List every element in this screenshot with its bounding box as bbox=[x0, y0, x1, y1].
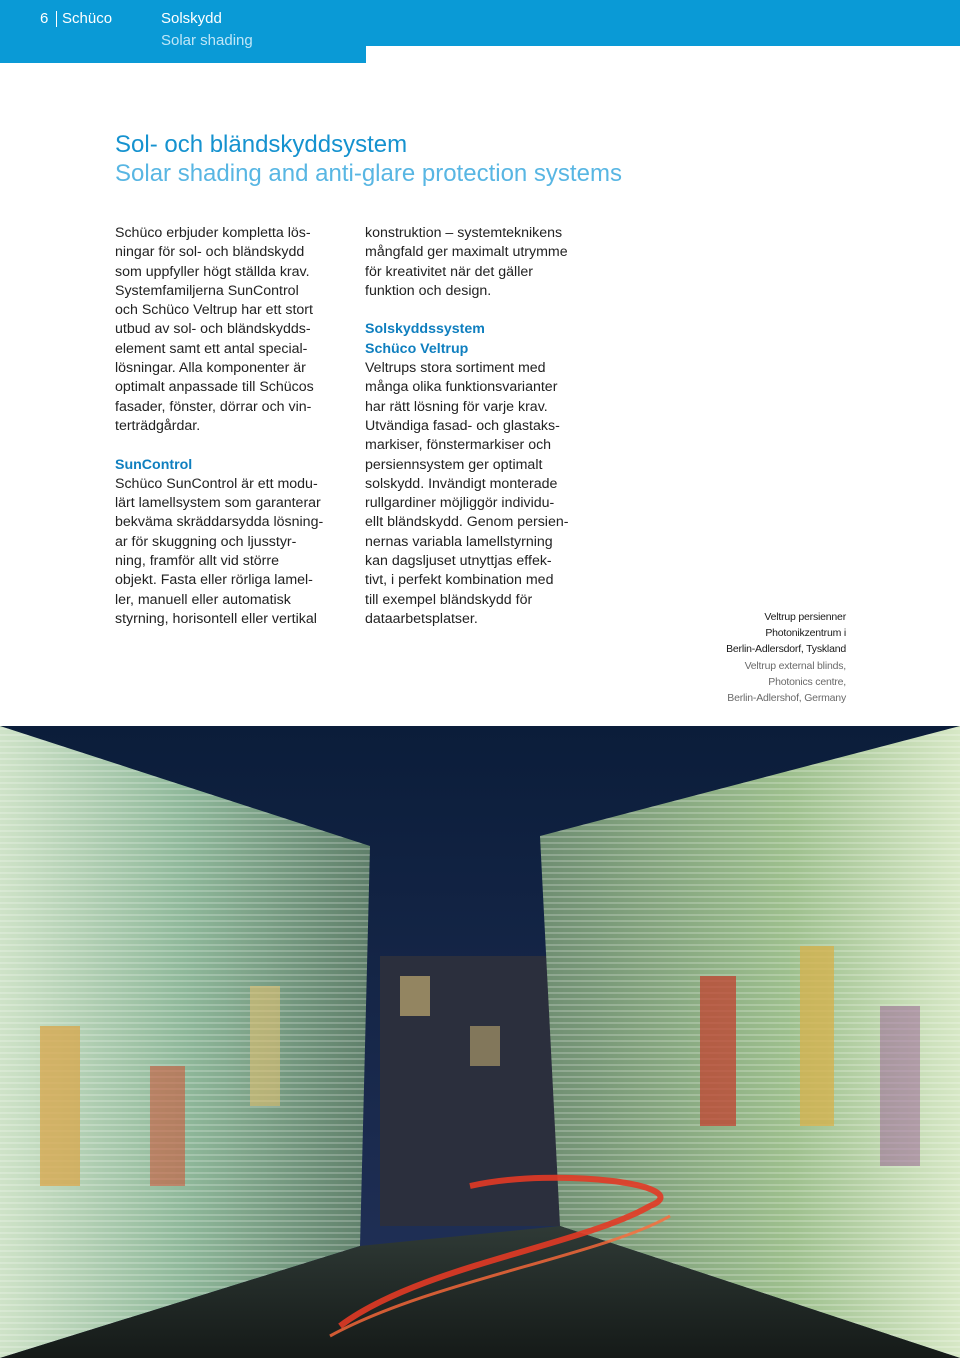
header-divider bbox=[56, 11, 57, 27]
paragraph-line: persiennsystem ger optimalt bbox=[365, 456, 543, 473]
caption-line-en: Berlin-Adlershof, Germany bbox=[727, 692, 846, 705]
building-photo bbox=[0, 726, 960, 1358]
paragraph-line: till exempel bländskydd för bbox=[365, 591, 533, 608]
caption-line-sv: Photonikzentrum i bbox=[765, 627, 846, 640]
paragraph-line: optimalt anpassade till Schücos bbox=[115, 379, 314, 396]
paragraph-line: tivt, i perfekt kombination med bbox=[365, 572, 554, 589]
paragraph-line: ler, manuell eller automatisk bbox=[115, 591, 291, 608]
paragraph-line: ellt bländskydd. Genom persien- bbox=[365, 514, 569, 531]
paragraph-line: Schüco erbjuder kompletta lös- bbox=[115, 225, 311, 241]
text-column-2 bbox=[365, 224, 601, 629]
veltrup-heading-2: Schüco Veltrup bbox=[365, 340, 469, 357]
page-title-en: Solar shading and anti-glare protection systems bbox=[115, 160, 622, 187]
paragraph-line: utbud av sol- och bländskydds- bbox=[115, 321, 311, 338]
caption-line-en: Photonics centre, bbox=[768, 675, 846, 688]
paragraph-line: ar för skuggning och ljusstyr- bbox=[115, 533, 297, 550]
paragraph-line: fasader, fönster, dörrar och vin- bbox=[115, 398, 312, 415]
paragraph-line: element samt ett antal special- bbox=[115, 340, 308, 357]
paragraph-line: och Schüco Veltrup har ett stort bbox=[115, 302, 313, 319]
paragraph-line: Schüco SunControl är ett modu- bbox=[115, 475, 318, 492]
page-number: 6 bbox=[40, 10, 49, 27]
paragraph-line: lärt lamellsystem som garanterar bbox=[115, 495, 321, 512]
paragraph-line: ning, framför allt vid större bbox=[115, 553, 280, 570]
paragraph-line: dataarbetsplatser. bbox=[365, 610, 478, 627]
header-bar-accent bbox=[366, 46, 960, 63]
paragraph-line: styrning, horisontell eller vertikal bbox=[115, 610, 317, 627]
paragraph-line: Systemfamiljerna SunControl bbox=[115, 282, 299, 299]
text-column-1 bbox=[115, 224, 351, 629]
paragraph-line: Veltrups stora sortiment med bbox=[365, 360, 546, 377]
paragraph-line: Utvändiga fasad- och glastaks- bbox=[365, 417, 560, 434]
photo-caption bbox=[726, 609, 846, 706]
caption-line-sv: Veltrup persienner bbox=[764, 611, 846, 623]
paragraph-line: för kreativitet när det gäller bbox=[365, 263, 533, 280]
paragraph-line: nernas variabla lamellstyrning bbox=[365, 533, 553, 550]
paragraph-line: konstruktion – systemteknikens bbox=[365, 225, 563, 241]
paragraph-line: många olika funktionsvarianter bbox=[365, 379, 558, 396]
paragraph-line: kan dagsljuset utnyttjas effek- bbox=[365, 553, 552, 570]
veltrup-heading-1: Solskyddssystem bbox=[365, 321, 485, 338]
paragraph-line: som uppfyller högt ställda krav. bbox=[115, 263, 310, 280]
page-title-sv: Sol- och bländskyddsystem bbox=[115, 131, 408, 158]
paragraph-line: markiser, fönstermarkiser och bbox=[365, 437, 552, 454]
paragraph-line: terträdgårdar. bbox=[115, 417, 201, 434]
section-title-en: Solar shading bbox=[161, 32, 253, 49]
paragraph-line: bekväma skräddarsydda lösning- bbox=[115, 514, 324, 531]
caption-line-sv: Berlin-Adlersdorf, Tyskland bbox=[726, 643, 846, 656]
caption-line-en: Veltrup external blinds, bbox=[744, 659, 846, 672]
brand-name: Schüco bbox=[62, 10, 113, 27]
paragraph-line: lösningar. Alla komponenter är bbox=[115, 360, 306, 377]
suncontrol-heading: SunControl bbox=[115, 456, 193, 473]
paragraph-line: funktion och design. bbox=[365, 282, 492, 299]
paragraph-line: mångfald ger maximalt utrymme bbox=[365, 244, 568, 261]
section-title-sv: Solskydd bbox=[161, 10, 222, 27]
paragraph-line: rullgardiner möjliggör individu- bbox=[365, 495, 555, 512]
paragraph-line: har rätt lösning för varje krav. bbox=[365, 398, 548, 415]
paragraph-line: ningar för sol- och bländskydd bbox=[115, 244, 305, 261]
paragraph-line: solskydd. Invändigt monterade bbox=[365, 475, 558, 492]
paragraph-line: objekt. Fasta eller rörliga lamel- bbox=[115, 572, 313, 589]
page-title bbox=[115, 130, 622, 188]
